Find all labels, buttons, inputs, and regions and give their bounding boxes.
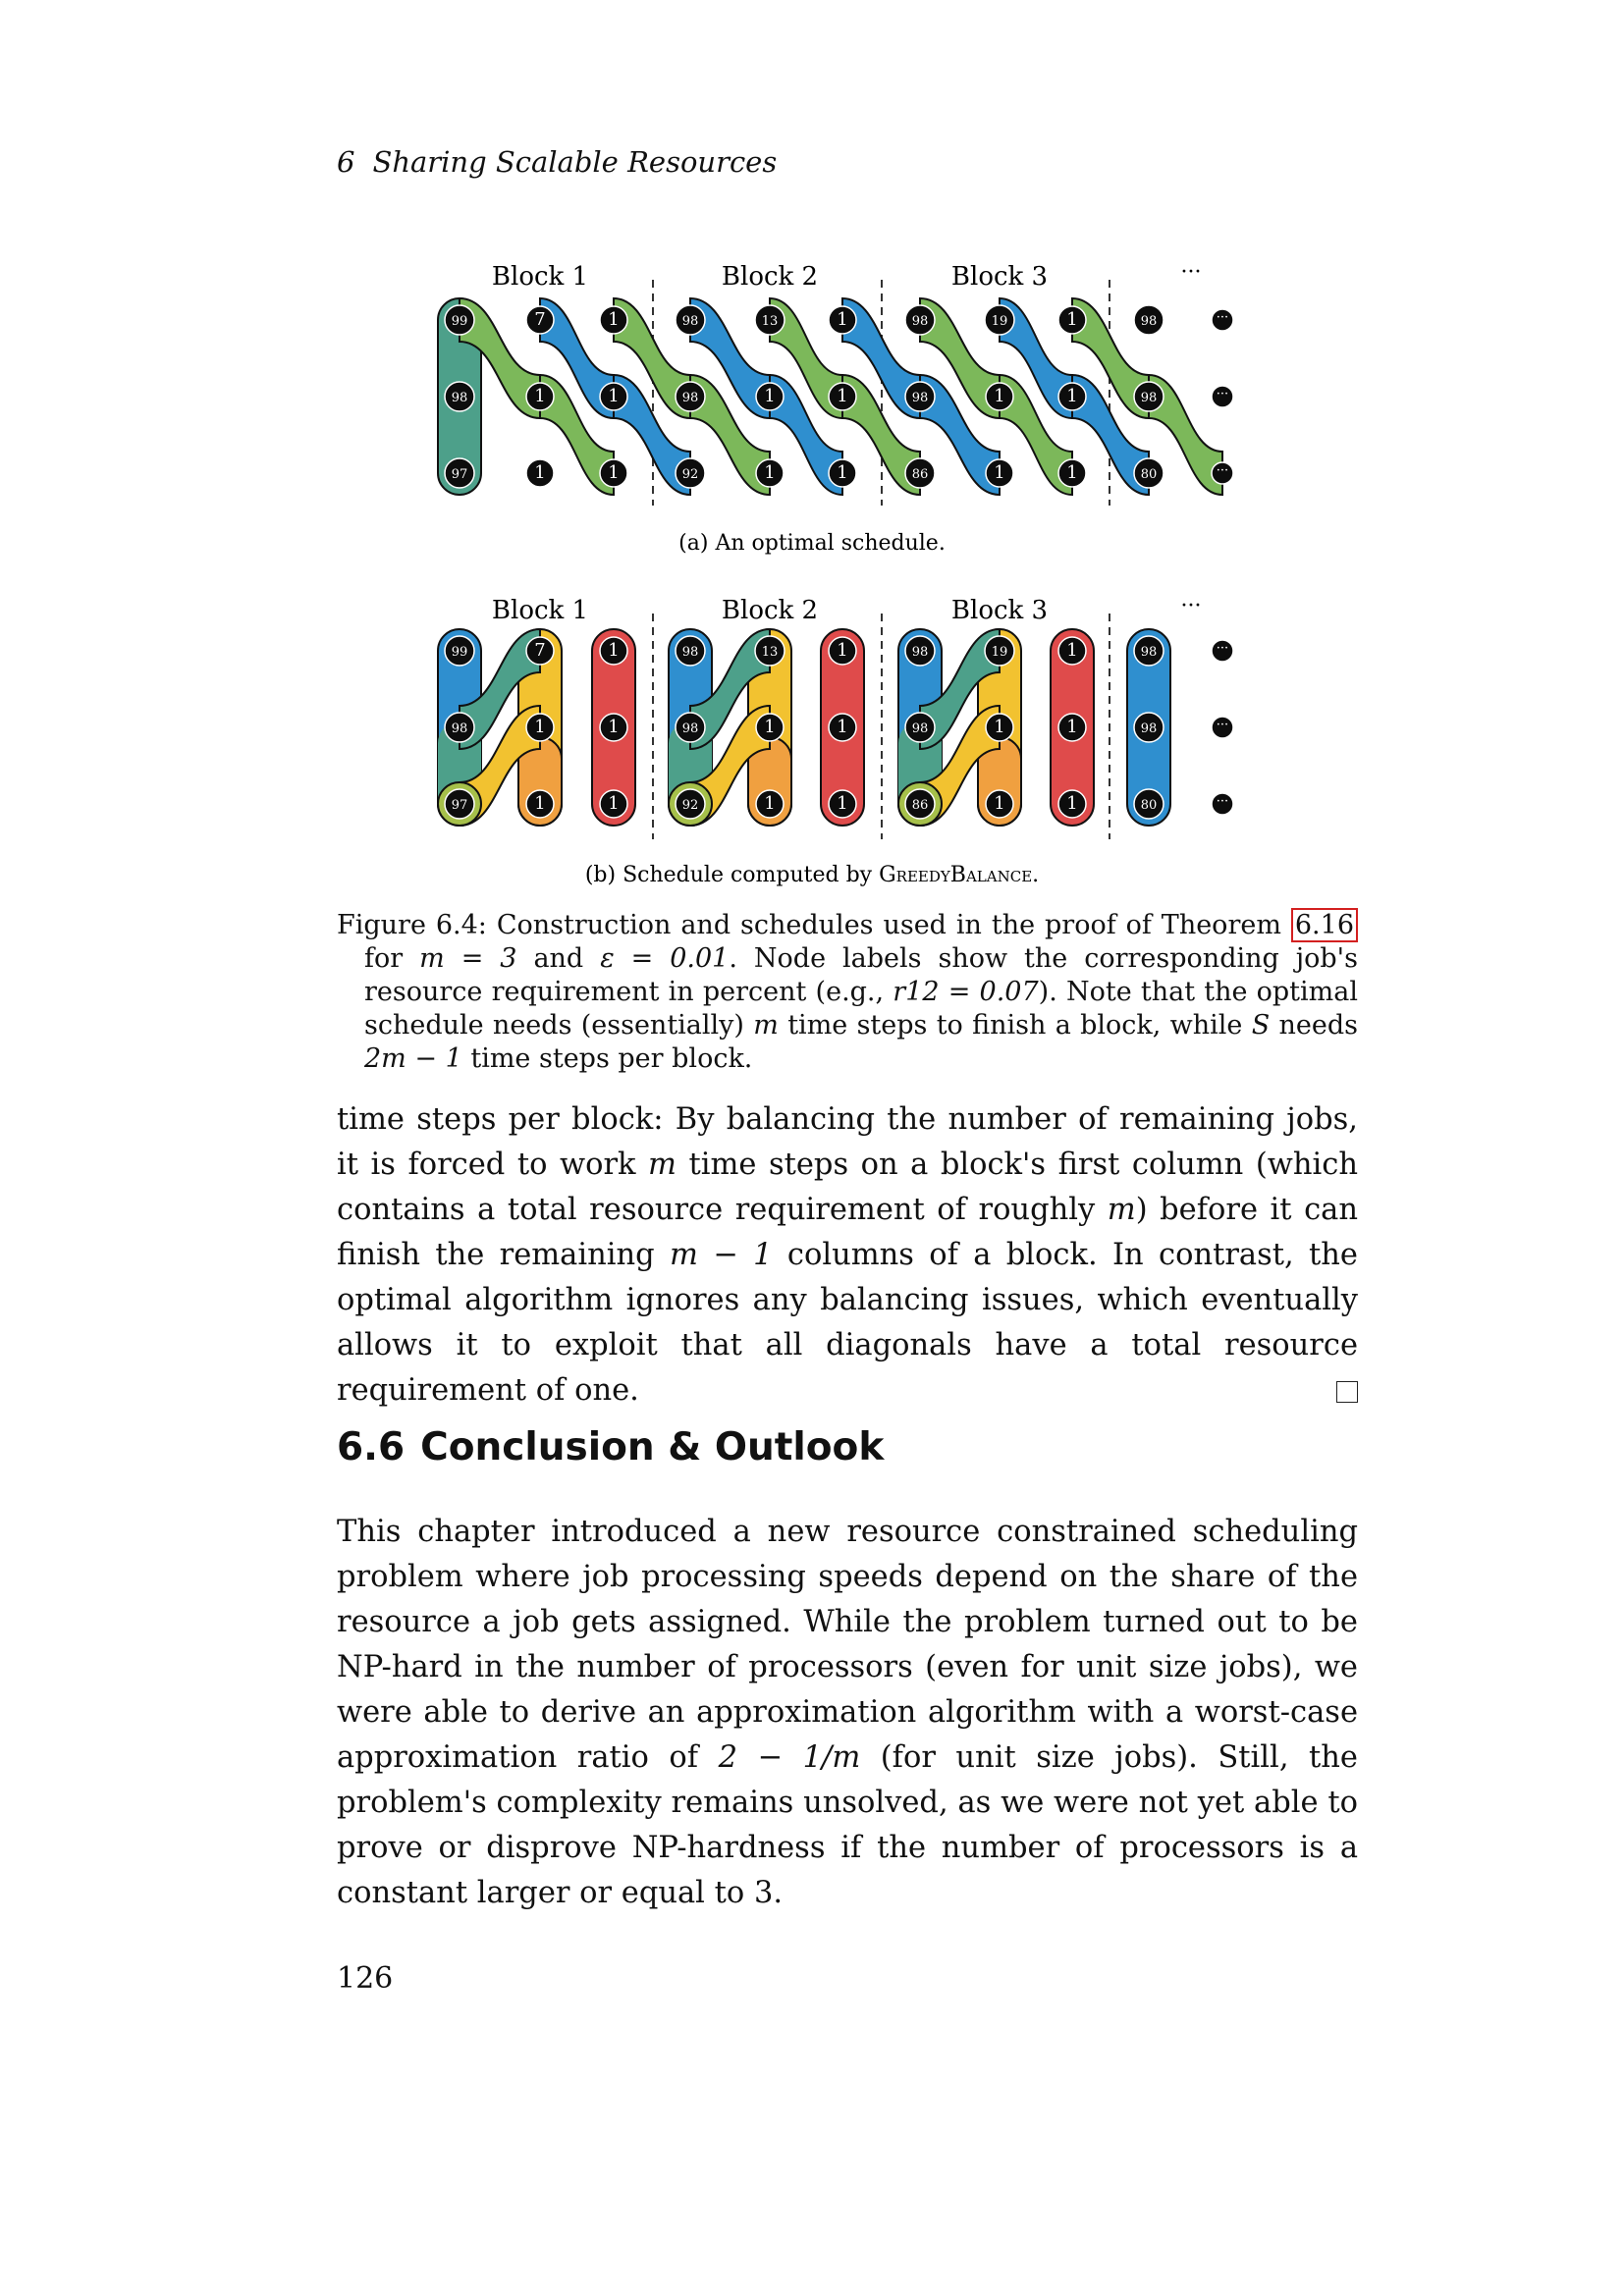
job-node xyxy=(600,459,627,487)
job-node xyxy=(445,458,474,488)
job-node xyxy=(905,458,935,488)
job-node-label: 1 xyxy=(764,793,776,814)
job-node xyxy=(756,714,784,741)
job-node-label: 7 xyxy=(534,309,546,330)
job-node xyxy=(1134,636,1164,666)
job-node xyxy=(756,459,784,487)
job-node xyxy=(600,637,627,665)
job-node xyxy=(1058,383,1086,410)
job-node xyxy=(676,789,705,819)
job-node-label: 7 xyxy=(534,640,546,661)
job-node-label: 98 xyxy=(681,314,699,329)
job-node xyxy=(600,383,627,410)
job-node-label: 1 xyxy=(1066,462,1078,483)
block-label: Block 1 xyxy=(491,596,589,625)
job-node xyxy=(526,383,554,410)
job-node-label: ··· xyxy=(1216,463,1229,478)
job-node xyxy=(1212,309,1233,331)
chapter-number: 6 xyxy=(337,145,355,179)
job-node xyxy=(676,458,705,488)
job-node xyxy=(829,637,856,665)
job-node-label: 80 xyxy=(1140,467,1158,482)
job-node xyxy=(1212,640,1233,662)
job-node xyxy=(829,714,856,741)
job-node-label: 1 xyxy=(994,717,1005,737)
theorem-reference-link[interactable]: 6.16 xyxy=(1291,908,1358,942)
job-node xyxy=(526,306,554,334)
job-node-label: 99 xyxy=(451,645,468,660)
block-label: Block 1 xyxy=(491,262,589,292)
job-node xyxy=(1134,305,1164,335)
job-node xyxy=(1134,458,1164,488)
job-node-label: 1 xyxy=(608,309,620,330)
job-node-label: 98 xyxy=(1140,645,1158,660)
job-node xyxy=(905,305,935,335)
job-node-label: 92 xyxy=(681,467,699,482)
page-number: 126 xyxy=(337,1961,394,1996)
job-node-label: 98 xyxy=(911,391,929,405)
job-node-label: 98 xyxy=(1140,721,1158,736)
job-node-label: 13 xyxy=(761,314,779,329)
job-node xyxy=(1134,382,1164,411)
chapter-title: Sharing Scalable Resources xyxy=(372,145,778,179)
block-label: Block 2 xyxy=(721,596,819,625)
section-title: Conclusion & Outlook xyxy=(420,1425,885,1469)
block-label: Block 2 xyxy=(721,262,819,292)
job-node xyxy=(986,459,1013,487)
job-node xyxy=(986,714,1013,741)
section-heading xyxy=(337,1425,884,1469)
job-node xyxy=(676,636,705,666)
job-node-label: 98 xyxy=(1140,314,1158,329)
job-node-label: 1 xyxy=(608,793,620,814)
figure-label: Figure 6.4: xyxy=(337,910,487,940)
job-node-label: 86 xyxy=(911,467,929,482)
block-labels-b xyxy=(492,594,1202,625)
job-node xyxy=(986,790,1013,818)
job-node xyxy=(600,790,627,818)
job-node xyxy=(1058,714,1086,741)
job-node-label: 80 xyxy=(1140,798,1158,813)
job-node-label: 1 xyxy=(994,462,1005,483)
job-node-label: 97 xyxy=(451,467,468,482)
job-node-label: 1 xyxy=(837,309,848,330)
job-node xyxy=(1134,713,1164,742)
job-node-label: 1 xyxy=(534,793,546,814)
body-paragraph: time steps per block: By balancing the number of remaining jobs, it is forced to work m time steps on a block's first column (which contains a total resource requirement of roughly m) before it can finish the remaining m − 1 columns of a block. In contrast, the optimal algorithm ignores any balancing issues, which eventually allows it to exploit that all diagonals have a total resource requirement of one. xyxy=(337,1102,1358,1408)
job-node xyxy=(1058,637,1086,665)
job-node xyxy=(985,636,1014,666)
block-label: ··· xyxy=(1180,594,1202,618)
job-node-label: 97 xyxy=(451,798,468,813)
job-node-label: ··· xyxy=(1216,718,1229,732)
job-node-label: 98 xyxy=(911,721,929,736)
job-node xyxy=(905,713,935,742)
job-node xyxy=(829,383,856,410)
job-node xyxy=(1212,793,1233,815)
qed-symbol xyxy=(1336,1381,1358,1403)
job-node-label: 1 xyxy=(1066,793,1078,814)
job-node-label: 98 xyxy=(451,391,468,405)
job-node xyxy=(905,789,935,819)
job-node-label: 19 xyxy=(991,314,1008,329)
job-node-label: 1 xyxy=(764,462,776,483)
job-node-label: 98 xyxy=(681,391,699,405)
job-node-label: 1 xyxy=(837,386,848,406)
job-node xyxy=(829,306,856,334)
job-node xyxy=(676,713,705,742)
job-nodes xyxy=(445,636,1233,819)
job-node xyxy=(755,305,785,335)
job-node xyxy=(526,637,554,665)
job-node xyxy=(526,790,554,818)
job-node-label: 1 xyxy=(1066,640,1078,661)
job-node-label: 86 xyxy=(911,798,929,813)
job-node xyxy=(1058,790,1086,818)
job-node xyxy=(829,459,856,487)
job-node-label: 98 xyxy=(911,645,929,660)
block-separators xyxy=(653,280,1110,506)
job-node xyxy=(986,383,1013,410)
job-node xyxy=(445,305,474,335)
job-node xyxy=(1058,459,1086,487)
figure-caption: Figure 6.4: Construction and schedules used in the proof of Theorem 6.16 for m = 3 and ε = 0.01. Node labels show the corresponding job's resource requirement in percent (e.g., r12 = 0.07). Note that the optimal schedule needs (essentially) m time steps to finish a block, while S needs 2m − 1 time steps per block. xyxy=(337,910,1359,1074)
job-node xyxy=(756,383,784,410)
job-node xyxy=(1212,462,1233,484)
job-node-label: 1 xyxy=(608,386,620,406)
job-node xyxy=(445,789,474,819)
job-node xyxy=(1134,789,1164,819)
subfigure-caption-a: (a) An optimal schedule. xyxy=(678,531,946,556)
job-node-label: 1 xyxy=(534,462,546,483)
figure-b-greedybalance-schedule xyxy=(0,579,1624,893)
job-node xyxy=(526,714,554,741)
running-head xyxy=(337,145,777,179)
job-node xyxy=(445,713,474,742)
body-paragraph: This chapter introduced a new resource constrained scheduling problem where job processing speeds depend on the share of the resource a job gets assigned. While the problem turned out to be NP-hard in the number of processors (even for unit size jobs), we were able to derive an approximation algorithm with a worst-case approximation ratio of 2 − 1/m (for unit size jobs). Still, the problem's complexity remains unsolved, as we were not yet able to prove or disprove NP-hardness if the number of processors is a constant larger or equal to 3. xyxy=(337,1515,1358,1910)
job-node xyxy=(1212,717,1233,738)
job-node-label: 98 xyxy=(1140,391,1158,405)
job-node xyxy=(445,636,474,666)
job-node-label: 1 xyxy=(837,717,848,737)
job-node-label: 92 xyxy=(681,798,699,813)
job-node-label: 1 xyxy=(837,793,848,814)
job-node-label: 1 xyxy=(994,386,1005,406)
job-node xyxy=(676,305,705,335)
job-node xyxy=(445,382,474,411)
job-node xyxy=(905,382,935,411)
job-node-label: 1 xyxy=(608,717,620,737)
job-node-label: ··· xyxy=(1216,794,1229,809)
job-node-label: 1 xyxy=(837,640,848,661)
job-node-label: 1 xyxy=(994,793,1005,814)
figure-a-optimal-schedule xyxy=(0,245,1624,560)
job-node-label: 1 xyxy=(837,462,848,483)
job-node xyxy=(756,790,784,818)
job-node-label: 98 xyxy=(681,645,699,660)
job-node-label: 1 xyxy=(1066,386,1078,406)
job-node-label: ··· xyxy=(1216,641,1229,656)
job-node-label: 98 xyxy=(451,721,468,736)
block-labels-a xyxy=(492,260,1202,292)
job-node xyxy=(829,790,856,818)
job-node-label: 98 xyxy=(681,721,699,736)
job-node xyxy=(600,714,627,741)
section-number: 6.6 xyxy=(337,1425,406,1469)
job-node-label: 1 xyxy=(534,386,546,406)
job-node-label: 99 xyxy=(451,314,468,329)
job-node-label: 98 xyxy=(911,314,929,329)
job-node xyxy=(676,382,705,411)
job-node-label: 1 xyxy=(764,717,776,737)
block-label: Block 3 xyxy=(950,596,1049,625)
job-node-label: 1 xyxy=(534,717,546,737)
job-node-label: 1 xyxy=(764,386,776,406)
job-node xyxy=(905,636,935,666)
job-node xyxy=(600,306,627,334)
job-node xyxy=(526,459,554,487)
job-node xyxy=(1212,386,1233,407)
job-node-label: 1 xyxy=(608,462,620,483)
job-node xyxy=(985,305,1014,335)
job-node-label: 1 xyxy=(1066,309,1078,330)
job-node-label: ··· xyxy=(1216,310,1229,325)
job-node-label: 1 xyxy=(608,640,620,661)
job-node-label: 13 xyxy=(761,645,779,660)
job-node-label: ··· xyxy=(1216,387,1229,401)
block-label: ··· xyxy=(1180,260,1202,285)
job-node-label: 1 xyxy=(1066,717,1078,737)
job-node xyxy=(755,636,785,666)
job-node xyxy=(1058,306,1086,334)
subfigure-caption-b: (b) Schedule computed by GreedyBalance. xyxy=(584,863,1040,887)
job-node-label: 19 xyxy=(991,645,1008,660)
block-label: Block 3 xyxy=(950,262,1049,292)
